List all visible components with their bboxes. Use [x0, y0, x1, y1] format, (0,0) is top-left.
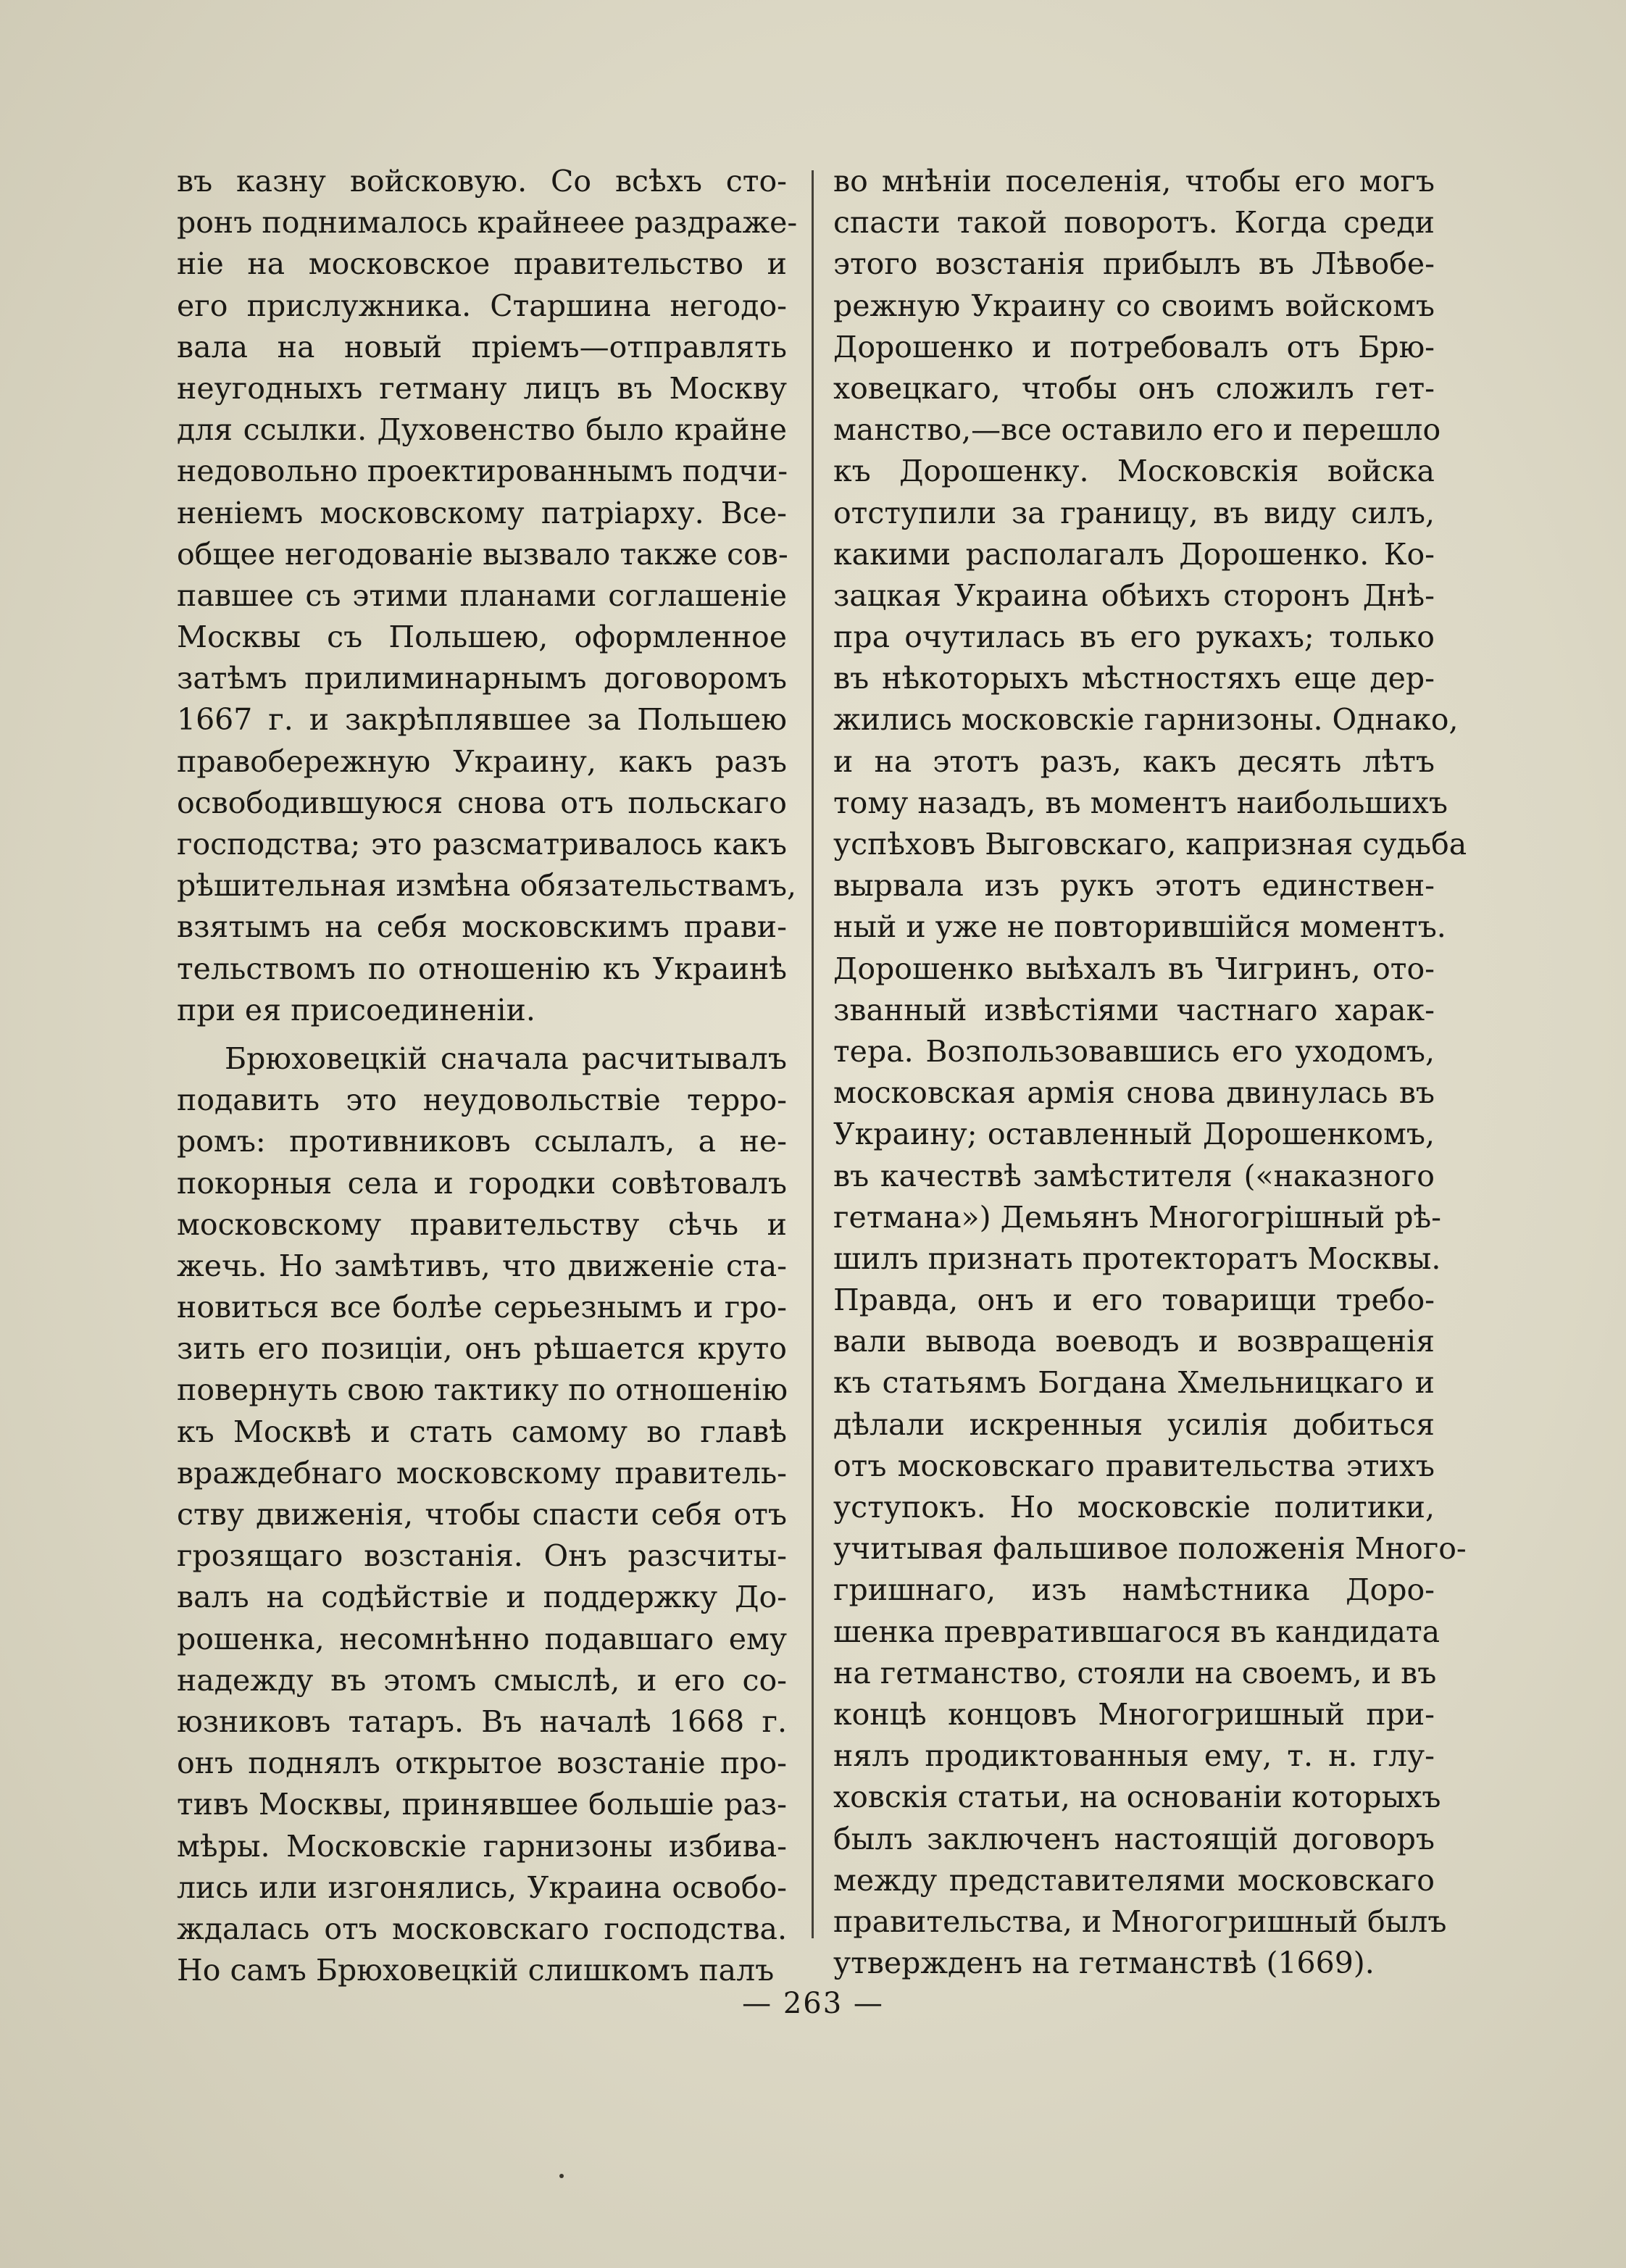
- text-line: учитывая фальшивое положенія Много-: [833, 1531, 1467, 1567]
- text-line: Украину; оставленный Дорошенкомъ,: [833, 1117, 1435, 1152]
- text-line: тера. Возпользовавшись его уходомъ,: [833, 1033, 1435, 1069]
- text-line: зацкая Украина обѣихъ сторонъ Днѣ-: [833, 578, 1435, 613]
- text-line: недовольно проектированнымъ подчи-: [177, 454, 788, 489]
- text-line: при ея присоединеніи.: [177, 992, 535, 1027]
- text-line: въ нѣкоторыхъ мѣстностяхъ еще дер-: [833, 661, 1435, 696]
- text-line: отступили за границу, въ виду силъ,: [833, 495, 1435, 530]
- text-line: повернуть свою тактику по отношенію: [177, 1372, 788, 1408]
- text-line: московская армія снова двинулась въ: [833, 1075, 1435, 1111]
- text-line: Но самъ Брюховецкій слишкомъ палъ: [177, 1953, 775, 1988]
- text-line: зить его позиціи, онъ рѣшается круто: [177, 1331, 787, 1367]
- text-line: враждебнаго московскому правитель-: [177, 1455, 787, 1491]
- text-line: какими располагалъ Дорошенко. Ко-: [833, 536, 1435, 572]
- text-line: общее негодованіе вызвало также сов-: [177, 536, 788, 572]
- text-line: и на этотъ разъ, какъ десять лѣтъ: [833, 743, 1435, 779]
- text-line: жечь. Но замѣтивъ, что движеніе ста-: [177, 1248, 787, 1283]
- text-line: манство,—все оставило его и перешло: [833, 412, 1441, 448]
- text-line: вырвала изъ рукъ этотъ единствен-: [833, 868, 1435, 904]
- text-line: новиться все болѣе серьезнымъ и гро-: [177, 1290, 787, 1325]
- text-line: между представителями московскаго: [833, 1862, 1435, 1898]
- text-line: гришнаго, изъ намѣстника Доро-: [833, 1572, 1435, 1608]
- text-line: освободившуюся снова отъ польскаго: [177, 785, 787, 820]
- text-line: ховскія статьи, на основаніи которыхъ: [833, 1780, 1441, 1815]
- text-line: Дорошенко и потребовалъ отъ Брю-: [833, 329, 1435, 364]
- text-line: взятымъ на себя московскимъ прави-: [177, 909, 787, 945]
- text-line: надежду въ этомъ смыслѣ, и его со-: [177, 1662, 787, 1698]
- text-line: рошенка, несомнѣнно подавшаго ему: [177, 1621, 787, 1656]
- text-line: юзниковъ татаръ. Въ началѣ 1668 г.: [177, 1704, 787, 1739]
- text-line: грозящаго возстанія. Онъ разсчиты-: [177, 1538, 787, 1574]
- text-line: павшее съ этими планами соглашеніе: [177, 578, 787, 613]
- text-line: жились московскіе гарнизоны. Однако,: [833, 702, 1459, 738]
- text-line: ронъ поднималось крайнеее раздраже-: [177, 205, 798, 241]
- text-line: отъ московскаго правительства этихъ: [833, 1448, 1435, 1483]
- text-line: успѣховъ Выговскаго, капризная судьба: [833, 827, 1467, 862]
- text-line: подавить это неудовольствіе терро-: [177, 1083, 787, 1118]
- text-line: къ Дорошенку. Московскія войска: [833, 454, 1435, 489]
- text-line: гетмана») Демьянъ Многогрішный рѣ-: [833, 1199, 1442, 1235]
- text-line: къ статьямъ Богдана Хмельницкаго и: [833, 1365, 1435, 1401]
- left-text-column: [177, 161, 798, 1991]
- paper-speck: [559, 2174, 564, 2178]
- text-line: правительства, и Многогришный былъ: [833, 1904, 1447, 1939]
- text-line: ховецкаго, чтобы онъ сложилъ гет-: [833, 370, 1435, 406]
- text-line: московскому правительству сѣчь и: [177, 1206, 787, 1242]
- text-line: господства; это разсматривалось какъ: [177, 827, 787, 862]
- text-line: шилъ признать протекторатъ Москвы.: [833, 1241, 1441, 1276]
- text-line: рѣшительная измѣна обязательствамъ,: [177, 868, 797, 904]
- text-line: въ казну войсковую. Со всѣхъ сто-: [177, 164, 787, 199]
- text-line: ству движенія, чтобы спасти себя отъ: [177, 1497, 787, 1532]
- text-line: Брюховецкій сначала расчитывалъ: [225, 1041, 787, 1076]
- text-line: Правда, онъ и его товарищи требо-: [833, 1283, 1435, 1318]
- text-line: режную Украину со своимъ войскомъ: [833, 288, 1435, 323]
- text-line: Москвы съ Польшею, оформленное: [177, 620, 787, 655]
- text-line: званный извѣстіями частнаго харак-: [833, 992, 1435, 1027]
- text-line: тельствомъ по отношенію къ Украинѣ: [177, 951, 787, 986]
- text-line: былъ заключенъ настоящій договоръ: [833, 1821, 1435, 1856]
- text-line: спасти такой поворотъ. Когда среди: [833, 205, 1435, 241]
- text-line: покорныя села и городки совѣтовалъ: [177, 1165, 787, 1201]
- text-line: затѣмъ прилиминарнымъ договоромъ: [177, 661, 787, 696]
- text-line: на гетманство, стояли на своемъ, и въ: [833, 1655, 1437, 1690]
- text-line: правобережную Украину, какъ разъ: [177, 743, 787, 779]
- text-line: вали вывода воеводъ и возвращенія: [833, 1324, 1435, 1359]
- text-line: шенка превратившагося въ кандидата: [833, 1614, 1441, 1649]
- text-line: утвержденъ на гетманствѣ (1669).: [833, 1946, 1375, 1981]
- text-line: въ качествѣ замѣстителя («наказного: [833, 1158, 1435, 1193]
- text-line: къ Москвѣ и стать самому во главѣ: [177, 1414, 787, 1449]
- text-line: во мнѣніи поселенія, чтобы его могъ: [833, 164, 1435, 199]
- text-line: его прислужника. Старшина негодо-: [177, 288, 787, 323]
- text-line: уступокъ. Но московскіе политики,: [833, 1490, 1435, 1525]
- text-line: пра очутилась въ его рукахъ; только: [833, 620, 1435, 655]
- text-line: для ссылки. Духовенство было крайне: [177, 412, 787, 448]
- text-line: неніемъ московскому патріарху. Все-: [177, 495, 787, 530]
- text-line: этого возстанія прибылъ въ Лѣвобе-: [833, 246, 1435, 282]
- text-line: дѣлали искренныя усилія добиться: [833, 1406, 1435, 1442]
- text-line: нялъ продиктованныя ему, т. н. глу-: [833, 1738, 1435, 1774]
- text-line: Дорошенко выѣхалъ въ Чигринъ, ото-: [833, 951, 1435, 986]
- text-line: тивъ Москвы, принявшее большіе раз-: [177, 1787, 787, 1822]
- right-text-column: [833, 161, 1467, 1984]
- text-line: лись или изгонялись, Украина освобо-: [177, 1869, 787, 1905]
- text-line: валъ на содѣйствіе и поддержку До-: [177, 1580, 787, 1615]
- text-line: мѣры. Московскіе гарнизоны избива-: [177, 1828, 787, 1864]
- column-divider: [812, 170, 814, 1938]
- text-line: ніе на московское правительство и: [177, 246, 787, 282]
- text-line: ный и уже не повторившійся моментъ.: [833, 909, 1446, 945]
- text-line: концѣ концовъ Многогришный при-: [833, 1696, 1435, 1732]
- text-line: онъ поднялъ открытое возстаніе про-: [177, 1746, 787, 1781]
- text-line: неугодныхъ гетману лицъ въ Москву: [177, 370, 787, 406]
- text-line: ждалась отъ московскаго господства.: [177, 1911, 787, 1946]
- page-number: — 263 —: [742, 1987, 884, 2020]
- text-line: ромъ: противниковъ ссылалъ, а не-: [177, 1124, 787, 1159]
- text-line: 1667 г. и закрѣплявшее за Польшею: [177, 702, 787, 738]
- text-line: тому назадъ, въ моментъ наибольшихъ: [833, 785, 1448, 820]
- text-line: вала на новый пріемъ—отправлять: [177, 329, 787, 364]
